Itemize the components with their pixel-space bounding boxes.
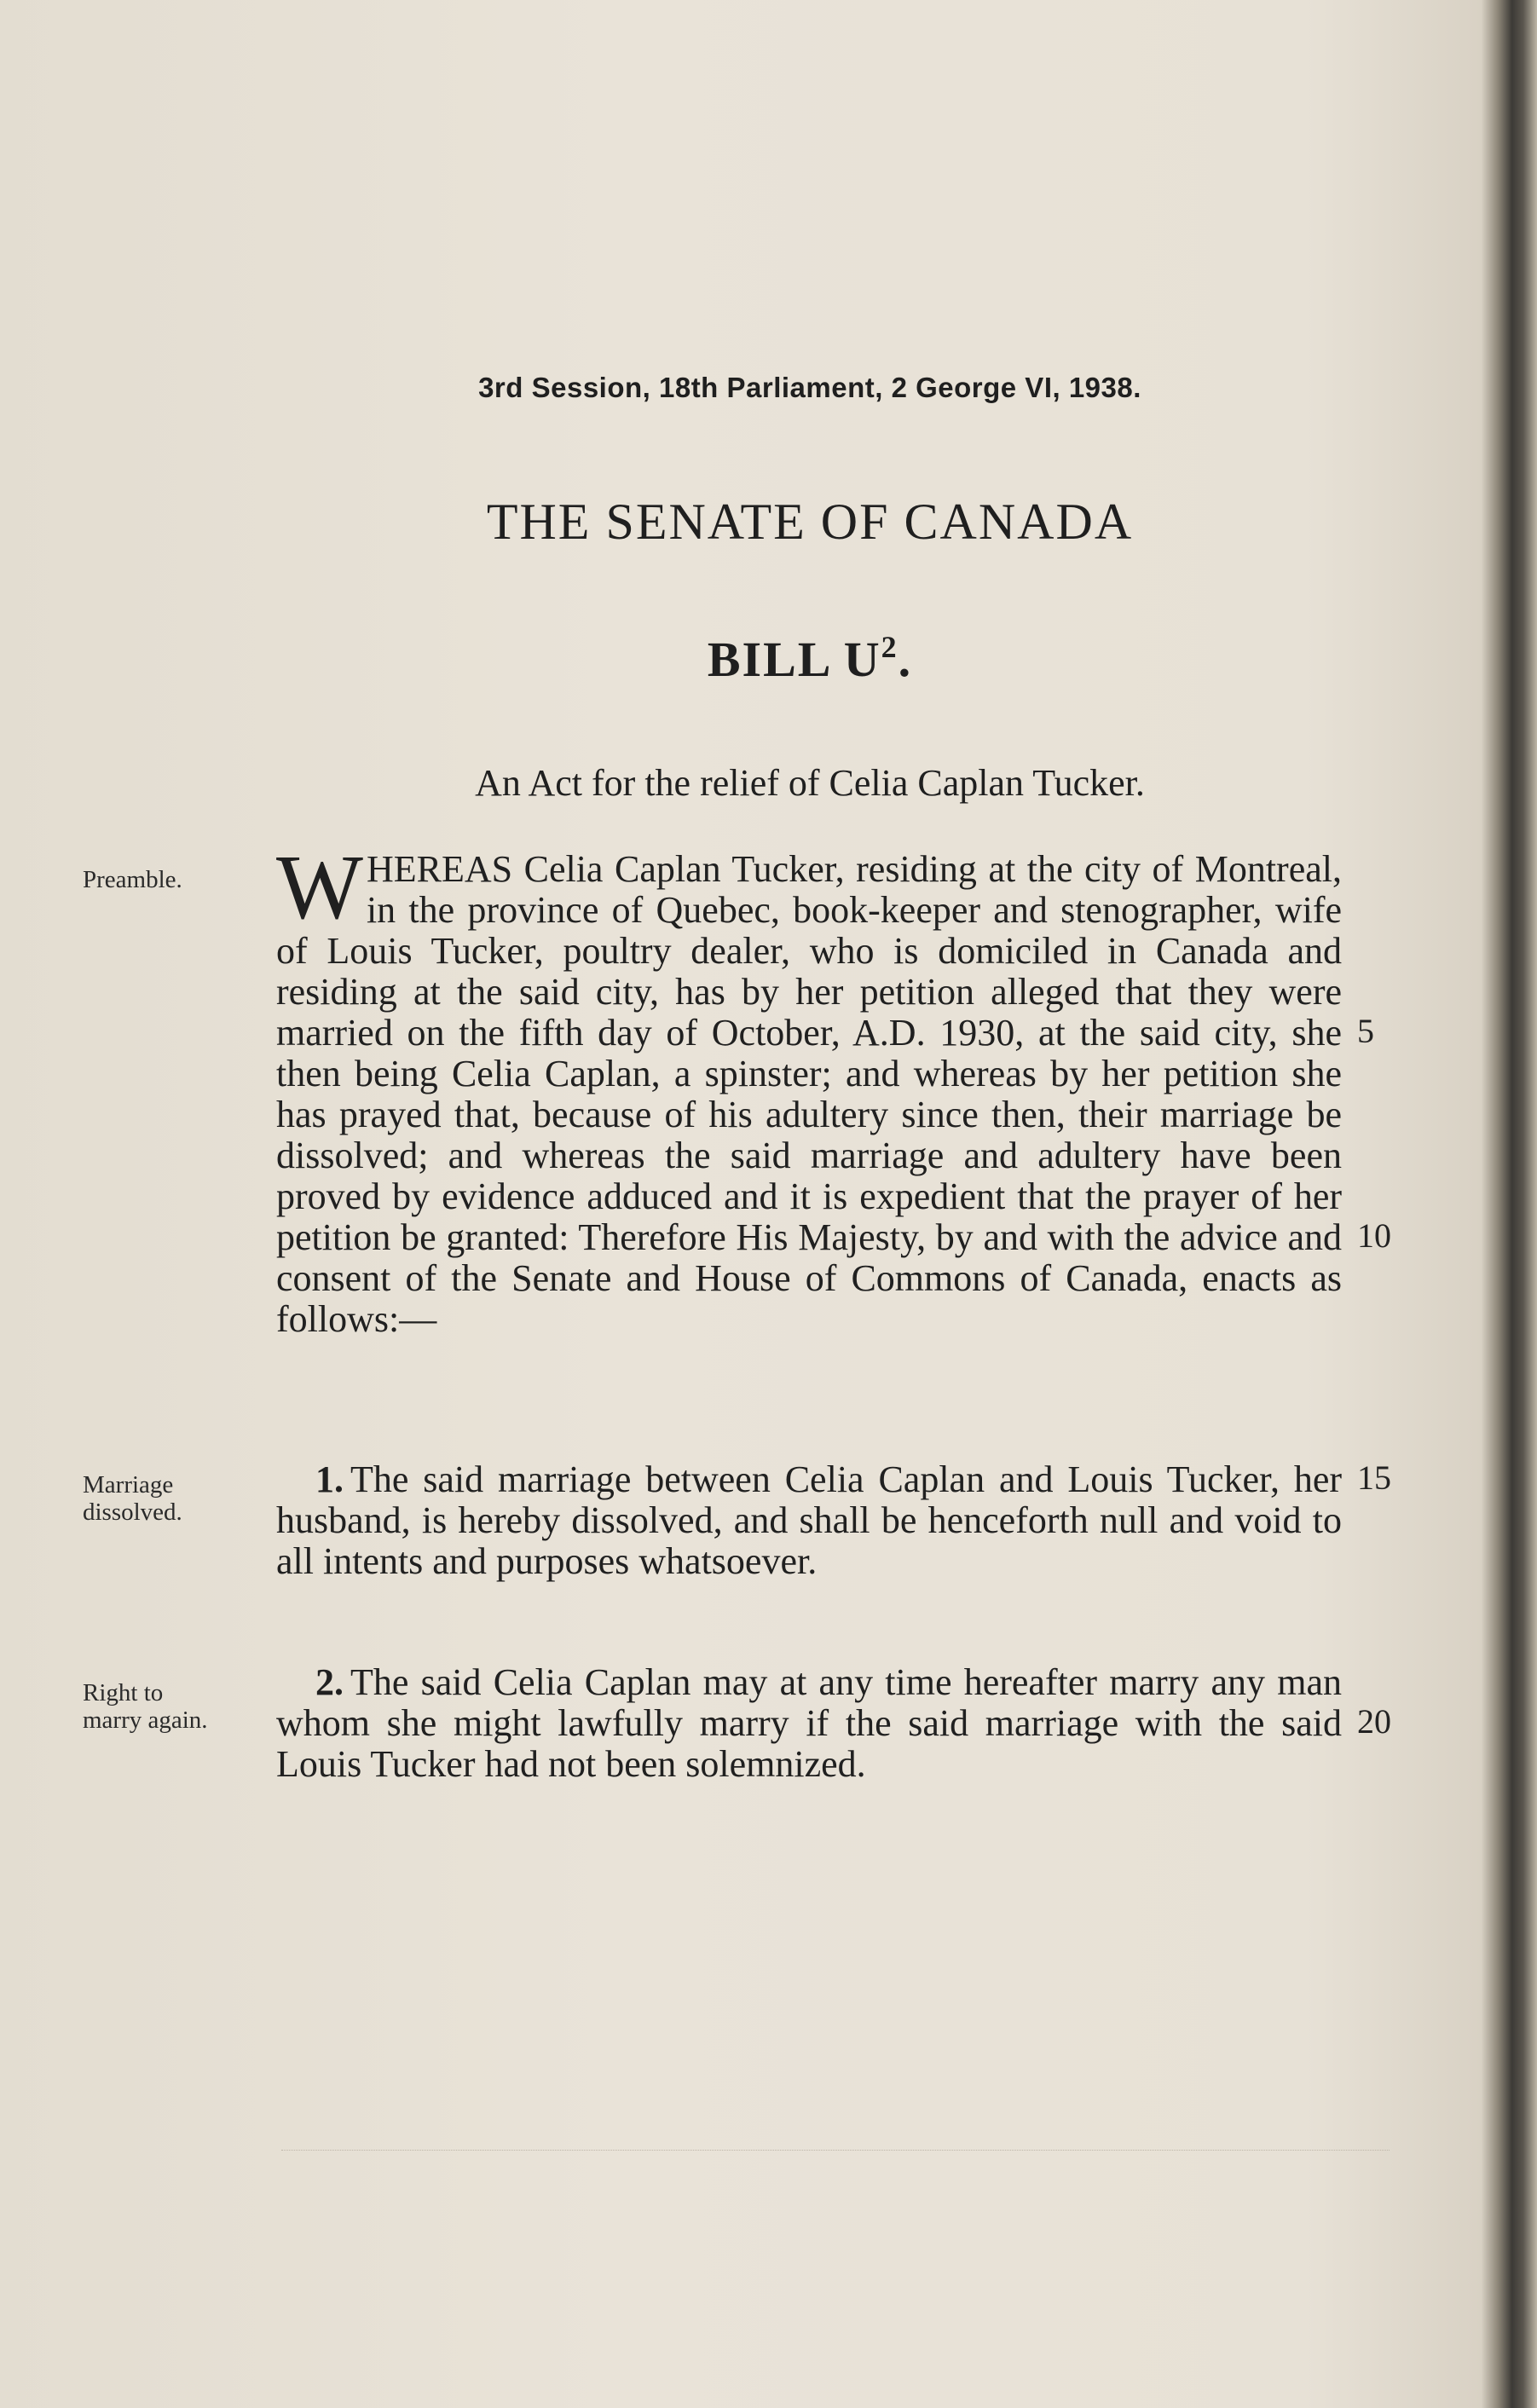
bill-prefix: BILL U: [707, 632, 881, 687]
line-number: 20: [1357, 1702, 1391, 1741]
bill-superscript: 2: [881, 630, 899, 664]
line-number: 10: [1357, 1216, 1391, 1255]
section-1-paragraph: [276, 1459, 1342, 1582]
senate-title: THE SENATE OF CANADA: [486, 494, 1134, 550]
section-text: The said Celia Caplan may at any time hereafter marry any man whom she might lawfully marry if the said marriage with the said Louis Tucker had not been solemnized.: [276, 1661, 1342, 1785]
bill-title: [0, 629, 1537, 688]
drop-cap: W: [276, 837, 363, 938]
section-number: 1.: [315, 1458, 344, 1500]
section-2-paragraph: [276, 1662, 1342, 1785]
act-title: An Act for the relief of Celia Caplan Tucker.: [475, 762, 1145, 804]
margin-note-line: Right to: [83, 1679, 164, 1706]
margin-note-line: dissolved.: [83, 1499, 182, 1526]
margin-note-preamble: Preamble.: [83, 866, 182, 893]
margin-note-line: marry again.: [83, 1706, 208, 1734]
margin-note-marriage-dissolved: [83, 1471, 182, 1526]
margin-note-line: Marriage: [83, 1471, 174, 1499]
preamble-text: HEREAS Celia Caplan Tucker, residing at the city of Montreal, in the province of Quebec, book-keeper and stenographer, wife of Louis Tucker, poultry dealer, who is domiciled in Canada and residing at the said city, has by her petition alleged that they were married on the fifth day of October, A.D. 1930, at the said city, she then being Celia Caplan, a spinster; and whereas by her petition she has prayed that, because of his adultery since then, their marriage be dissolved; and whereas the said marriage and adultery have been proved by evidence adduced and it is expedient that the prayer of her petition be granted: Therefore His Majesty, by and with the advice and consent of the Senate and House of Commons of Canada, enacts as follows:—: [276, 848, 1342, 1340]
bill-suffix: .: [898, 632, 913, 687]
margin-note-right-to-marry: [83, 1679, 208, 1734]
book-spine: [1482, 0, 1537, 2408]
session-header: 3rd Session, 18th Parliament, 2 George VI, 1938.: [478, 372, 1141, 403]
faint-divider: [281, 2150, 1390, 2151]
preamble-paragraph: [276, 837, 1342, 1340]
line-number: 15: [1357, 1458, 1391, 1497]
line-number: 5: [1357, 1012, 1374, 1050]
section-text: The said marriage between Celia Caplan and Louis Tucker, her husband, is hereby dissolved, and shall be henceforth null and void to all intents and purposes whatsoever.: [276, 1458, 1342, 1582]
section-number: 2.: [315, 1661, 344, 1703]
